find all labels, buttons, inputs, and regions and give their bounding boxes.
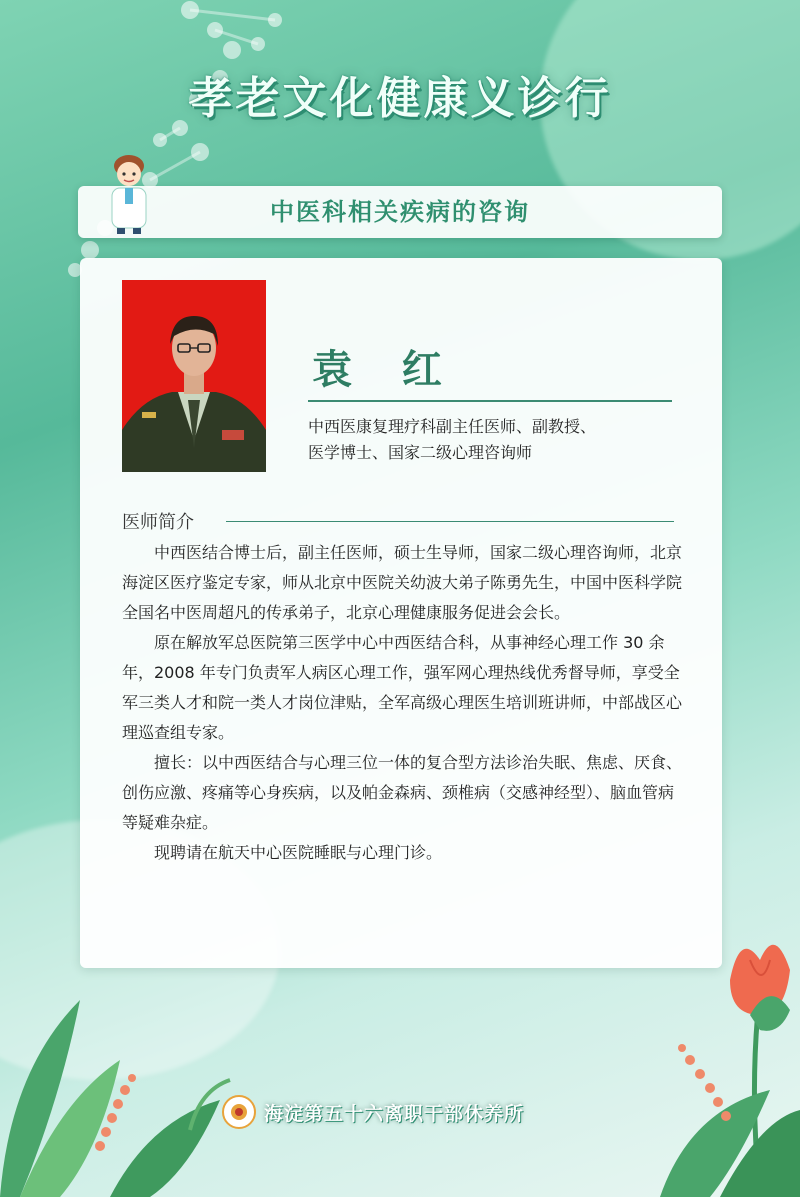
intro-paragraph: 现聘请在航天中心医院睡眠与心理门诊。 bbox=[154, 843, 443, 862]
name-underline bbox=[308, 400, 672, 402]
footer-org bbox=[222, 1094, 524, 1130]
subtitle: 中医科相关疾病的咨询 bbox=[270, 198, 530, 226]
doctor-profile-card bbox=[80, 258, 722, 968]
credential-line: 中西医康复理疗科副主任医师、副教授、 bbox=[308, 417, 597, 436]
intro-paragraph: 中西医结合博士后，副主任医师，硕士生导师，国家二级心理咨询师，北京海淀区医疗鉴定专家，师从北京中医院关幼波大弟子陈勇先生，中国中医科学院全国名中医周超凡的传承弟子，北京心理健康服务促进会会长。 bbox=[122, 543, 683, 622]
org-name: 海淀第五十六离职干部休养所 bbox=[264, 1102, 525, 1125]
intro-paragraph: 原在解放军总医院第三医学中心中西医结合科，从事神经心理工作 30 余年，2008 年专门负责军人病区心理工作，强军网心理热线优秀督导师，享受全军三类人才和院一类人才岗位津贴，全军高级心理医生培训班讲师，中部战区心理巡查组专家。 bbox=[122, 633, 683, 742]
intro-paragraph: 擅长：以中西医结合与心理三位一体的复合型方法诊治失眠、焦虑、厌食、创伤应激、疼痛等心身疾病，以及帕金森病、颈椎病（交感神经型）、脑血管病等疑难杂症。 bbox=[122, 753, 683, 832]
leaf-icon bbox=[0, 980, 260, 1197]
tulip-flower-icon bbox=[600, 920, 800, 1197]
page-title: 孝老文化健康义诊行 bbox=[188, 73, 612, 124]
doctor-cartoon-icon bbox=[104, 152, 154, 234]
org-logo-icon bbox=[222, 1095, 256, 1129]
section-heading: 医师简介 bbox=[122, 512, 194, 533]
credential-line: 医学博士、国家二级心理咨询师 bbox=[308, 443, 533, 462]
intro-body bbox=[122, 538, 684, 868]
doctor-name: 袁 红 bbox=[312, 347, 460, 393]
subtitle-bar bbox=[78, 186, 722, 238]
section-divider bbox=[226, 521, 674, 522]
dna-helix-icon bbox=[0, 0, 320, 280]
doctor-portrait bbox=[122, 280, 266, 472]
doctor-credentials bbox=[308, 414, 698, 466]
